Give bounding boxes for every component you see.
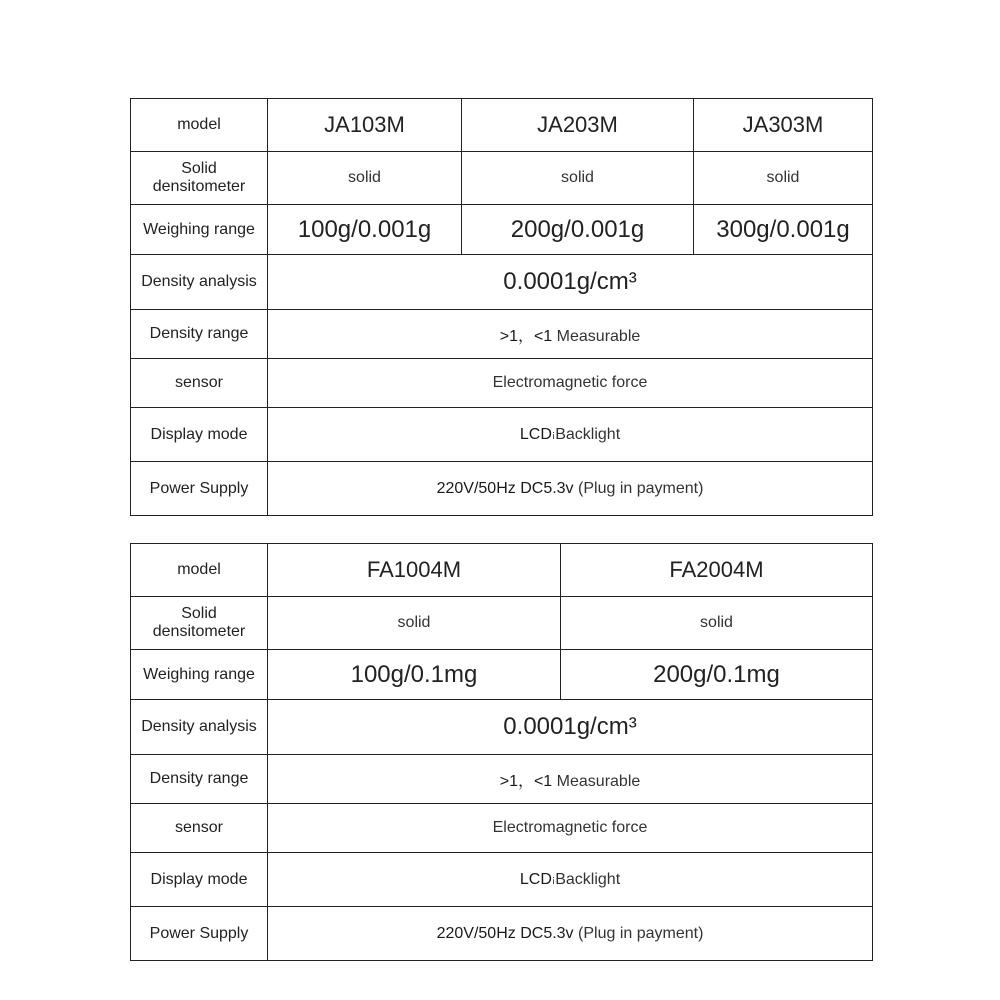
label-solid-line1: Solid (181, 605, 217, 622)
row-density-range (131, 310, 873, 359)
density-analysis-value: 0.0001g/cm³ (268, 255, 873, 310)
display-note: Backlight (555, 425, 621, 443)
label-power-supply: Power Supply (131, 907, 268, 961)
label-density-range: Density range (131, 755, 268, 804)
display-mode-value (268, 853, 873, 907)
density-range-note: Measurable (556, 772, 641, 790)
weighing-ja203m: 200g/0.001g (462, 205, 694, 255)
row-sensor (131, 359, 873, 408)
display-main: LCD (519, 870, 552, 888)
solid-ja203m: solid (462, 152, 694, 205)
power-note: (Plug in payment) (578, 479, 704, 497)
weighing-fa2004m: 200g/0.1mg (561, 650, 873, 700)
label-model: model (131, 99, 268, 152)
weighing-fa1004m: 100g/0.1mg (268, 650, 561, 700)
label-sensor: sensor (131, 359, 268, 408)
row-model (131, 544, 873, 597)
label-density-analysis: Density analysis (131, 255, 268, 310)
label-display-mode: Display mode (131, 408, 268, 462)
density-range-value (268, 310, 873, 359)
power-main: 220V/50Hz DC5.3v (436, 924, 574, 942)
label-weighing-range: Weighing range (131, 650, 268, 700)
label-power-supply: Power Supply (131, 462, 268, 516)
model-ja203m: JA203M (462, 99, 694, 152)
label-solid-line2: densitometer (152, 623, 246, 640)
label-solid-densitometer (131, 597, 268, 650)
sensor-value: Electromagnetic force (268, 804, 873, 853)
row-density-range (131, 755, 873, 804)
row-display (131, 408, 873, 462)
display-main: LCD (519, 425, 552, 443)
label-solid-line2: densitometer (152, 178, 246, 195)
row-density-analysis (131, 255, 873, 310)
density-range-note: Measurable (556, 327, 641, 345)
row-model (131, 99, 873, 152)
model-ja103m: JA103M (268, 99, 462, 152)
label-model: model (131, 544, 268, 597)
label-sensor: sensor (131, 804, 268, 853)
density-analysis-value: 0.0001g/cm³ (268, 700, 873, 755)
display-note: Backlight (555, 870, 621, 888)
row-weighing (131, 650, 873, 700)
row-solid (131, 152, 873, 205)
label-solid-line1: Solid (181, 160, 217, 177)
sensor-value: Electromagnetic force (268, 359, 873, 408)
density-range-main: >1，<1 (499, 772, 553, 790)
row-power (131, 462, 873, 516)
label-display-mode: Display mode (131, 853, 268, 907)
spec-table-ja (130, 98, 873, 516)
display-separator: ¡ (551, 428, 556, 440)
row-power (131, 907, 873, 961)
weighing-ja303m: 300g/0.001g (694, 205, 873, 255)
display-mode-value (268, 408, 873, 462)
display-separator: ¡ (551, 873, 556, 885)
solid-fa1004m: solid (268, 597, 561, 650)
power-supply-value (268, 462, 873, 516)
power-supply-value (268, 907, 873, 961)
density-range-value (268, 755, 873, 804)
label-density-analysis: Density analysis (131, 700, 268, 755)
solid-ja103m: solid (268, 152, 462, 205)
label-density-range: Density range (131, 310, 268, 359)
row-sensor (131, 804, 873, 853)
row-weighing (131, 205, 873, 255)
model-fa2004m: FA2004M (561, 544, 873, 597)
density-range-main: >1，<1 (499, 327, 553, 345)
power-note: (Plug in payment) (578, 924, 704, 942)
model-fa1004m: FA1004M (268, 544, 561, 597)
row-display (131, 853, 873, 907)
label-weighing-range: Weighing range (131, 205, 268, 255)
label-solid-densitometer (131, 152, 268, 205)
power-main: 220V/50Hz DC5.3v (436, 479, 574, 497)
row-solid (131, 597, 873, 650)
solid-fa2004m: solid (561, 597, 873, 650)
row-density-analysis (131, 700, 873, 755)
solid-ja303m: solid (694, 152, 873, 205)
weighing-ja103m: 100g/0.001g (268, 205, 462, 255)
spec-table-fa (130, 543, 873, 961)
model-ja303m: JA303M (694, 99, 873, 152)
